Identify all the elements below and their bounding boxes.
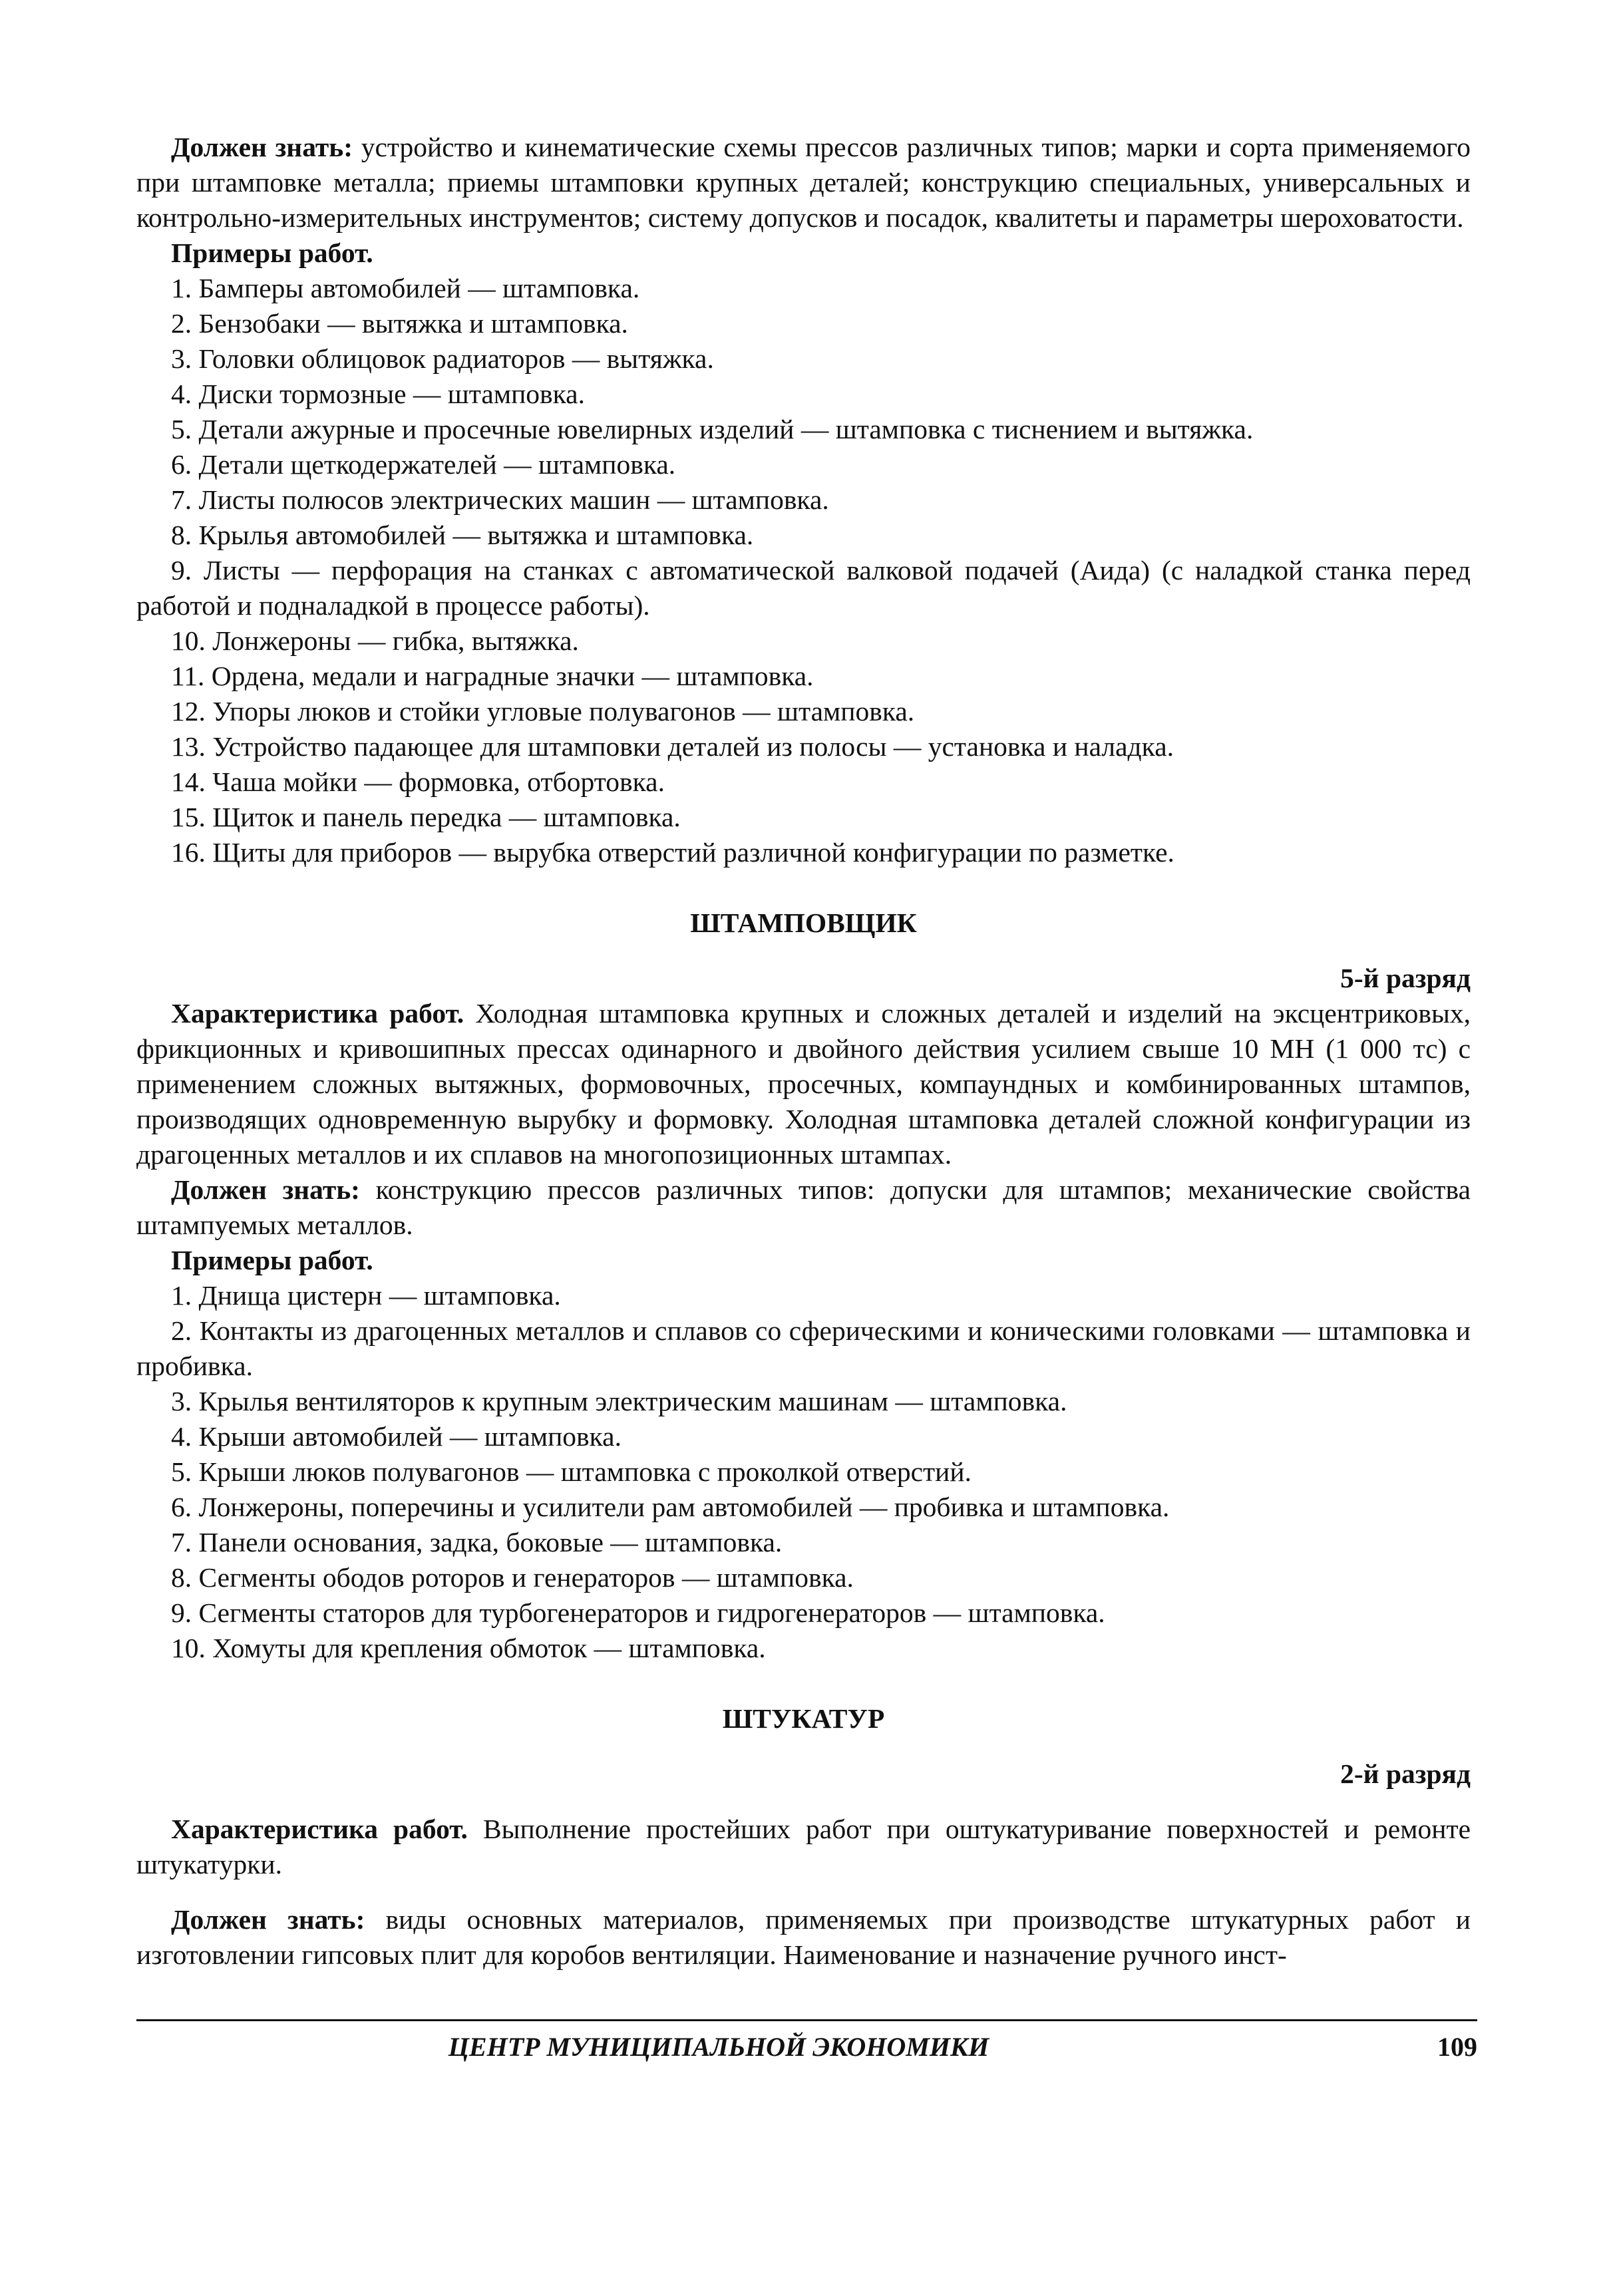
list-item: 9. Сегменты статоров для турбогенераторов и гидрогенераторов — штамповка. xyxy=(171,1597,1105,1628)
characteristics-text: Холодная штамповка крупных и сложных деталей и изделий на эксцентриковых, фрикционных и кривошипных прессах одинарного и двойного действия усилием свыше 10 МН (1 000 тс) с применением сложных вытяжных, формовочных, просечных, компаундных и комбинированных штампов, производящих одновременную вырубку и формовку. Холодная штамповка деталей сложной конфигурации из драгоценных металлов и их сплавов на многопозиционных штампах. xyxy=(136,998,1471,1170)
characteristics-paragraph xyxy=(136,996,1471,1172)
list-item: 3. Головки облицовок радиаторов — вытяжка. xyxy=(171,343,714,374)
list-item: 2. Бензобаки — вытяжка и штамповка. xyxy=(171,308,628,339)
list-item: 10. Лонжероны — гибка, вытяжка. xyxy=(171,625,579,656)
list-item: 13. Устройство падающее для штамповки деталей из полосы — установка и наладка. xyxy=(171,731,1174,762)
list-item: 5. Крыши люков полувагонов — штамповка с проколкой отверстий. xyxy=(171,1456,972,1487)
must-know-text: виды основных материалов, применяемых при производстве штукатурных работ и изготовлении гипсовых плит для коробов вентиляции. Наименование и назначение ручного инст- xyxy=(136,1904,1471,1970)
list-item: 10. Хомуты для крепления обмоток — штамповка. xyxy=(171,1633,766,1663)
must-know-paragraph xyxy=(136,130,1471,236)
list-item: 6. Лонжероны, поперечины и усилители рам автомобилей — пробивка и штамповка. xyxy=(171,1492,1170,1522)
footer-publisher: ЦЕНТР МУНИЦИПАЛЬНОЙ ЭКОНОМИКИ xyxy=(448,2032,989,2062)
list-item: 9. Листы — перфорация на станках с автоматической валковой подачей (Аида) (с наладкой станка перед работой и подналадкой в процессе работы). xyxy=(136,555,1471,621)
list-item: 6. Детали щеткодержателей — штамповка. xyxy=(171,449,676,480)
examples-heading: Примеры работ. xyxy=(171,238,373,268)
list-item: 16. Щиты для приборов — вырубка отверстий различной конфигурации по разметке. xyxy=(171,837,1174,868)
section-title: ШТАМПОВЩИК xyxy=(690,907,917,938)
must-know-label: Должен знать: xyxy=(171,1174,360,1205)
list-item: 7. Панели основания, задка, боковые — штамповка. xyxy=(171,1527,783,1558)
must-know-text: конструкцию прессов различных типов: допуски для штампов; механические свойства штампуемых металлов. xyxy=(136,1174,1471,1240)
must-know-paragraph xyxy=(136,1172,1471,1243)
list-item: 15. Щиток и панель передка — штамповка. xyxy=(171,802,681,832)
characteristics-label: Характеристика работ. xyxy=(171,1814,468,1844)
list-item: 7. Листы полюсов электрических машин — штамповка. xyxy=(171,484,829,515)
grade-label: 2-й разряд xyxy=(1340,1758,1471,1789)
must-know-text: устройство и кинематические схемы прессов различных типов; марки и сорта применяемого при штамповке металла; приемы штамповки крупных деталей; конструкцию специальных, универсальных и контрольно-измерительных инструментов; систему допусков и посадок, квалитеты и параметры шероховатости. xyxy=(136,132,1471,233)
list-item: 2. Контакты из драгоценных металлов и сплавов со сферическими и коническими головками — штамповка и пробивка. xyxy=(136,1315,1471,1381)
must-know-label: Должен знать: xyxy=(171,1904,365,1935)
characteristics-label: Характеристика работ. xyxy=(171,998,464,1029)
list-item: 5. Детали ажурные и просечные ювелирных изделий — штамповка с тиснением и вытяжка. xyxy=(171,414,1254,444)
section-title: ШТУКАТУР xyxy=(722,1703,885,1734)
characteristics-paragraph xyxy=(136,1812,1471,1882)
list-item: 14. Чаша мойки — формовка, отбортовка. xyxy=(171,766,665,797)
grade-label: 5-й разряд xyxy=(1340,963,1471,993)
must-know-paragraph xyxy=(136,1902,1471,1973)
list-item: 3. Крылья вентиляторов к крупным электрическим машинам — штамповка. xyxy=(171,1386,1067,1416)
page-footer xyxy=(136,2019,1477,2062)
characteristics-text: Выполнение простейших работ при оштукатуривание поверхностей и ремонте штукатурки. xyxy=(136,1814,1471,1880)
list-item: 11. Ордена, медали и наградные значки — штамповка. xyxy=(171,661,814,691)
list-item: 1. Днища цистерн — штамповка. xyxy=(171,1280,561,1311)
list-item: 12. Упоры люков и стойки угловые полувагонов — штамповка. xyxy=(171,696,915,727)
list-item: 1. Бамперы автомобилей — штамповка. xyxy=(171,273,640,303)
list-item: 8. Сегменты ободов роторов и генераторов — штамповка. xyxy=(171,1562,854,1593)
examples-heading: Примеры работ. xyxy=(171,1245,373,1275)
must-know-label: Должен знать: xyxy=(171,132,353,162)
page-number: 109 xyxy=(1437,2032,1477,2062)
list-item: 4. Крыши автомобилей — штамповка. xyxy=(171,1421,622,1452)
page-content xyxy=(136,130,1471,1973)
list-item: 4. Диски тормозные — штамповка. xyxy=(171,379,585,409)
list-item: 8. Крылья автомобилей — вытяжка и штамповка. xyxy=(171,520,754,550)
